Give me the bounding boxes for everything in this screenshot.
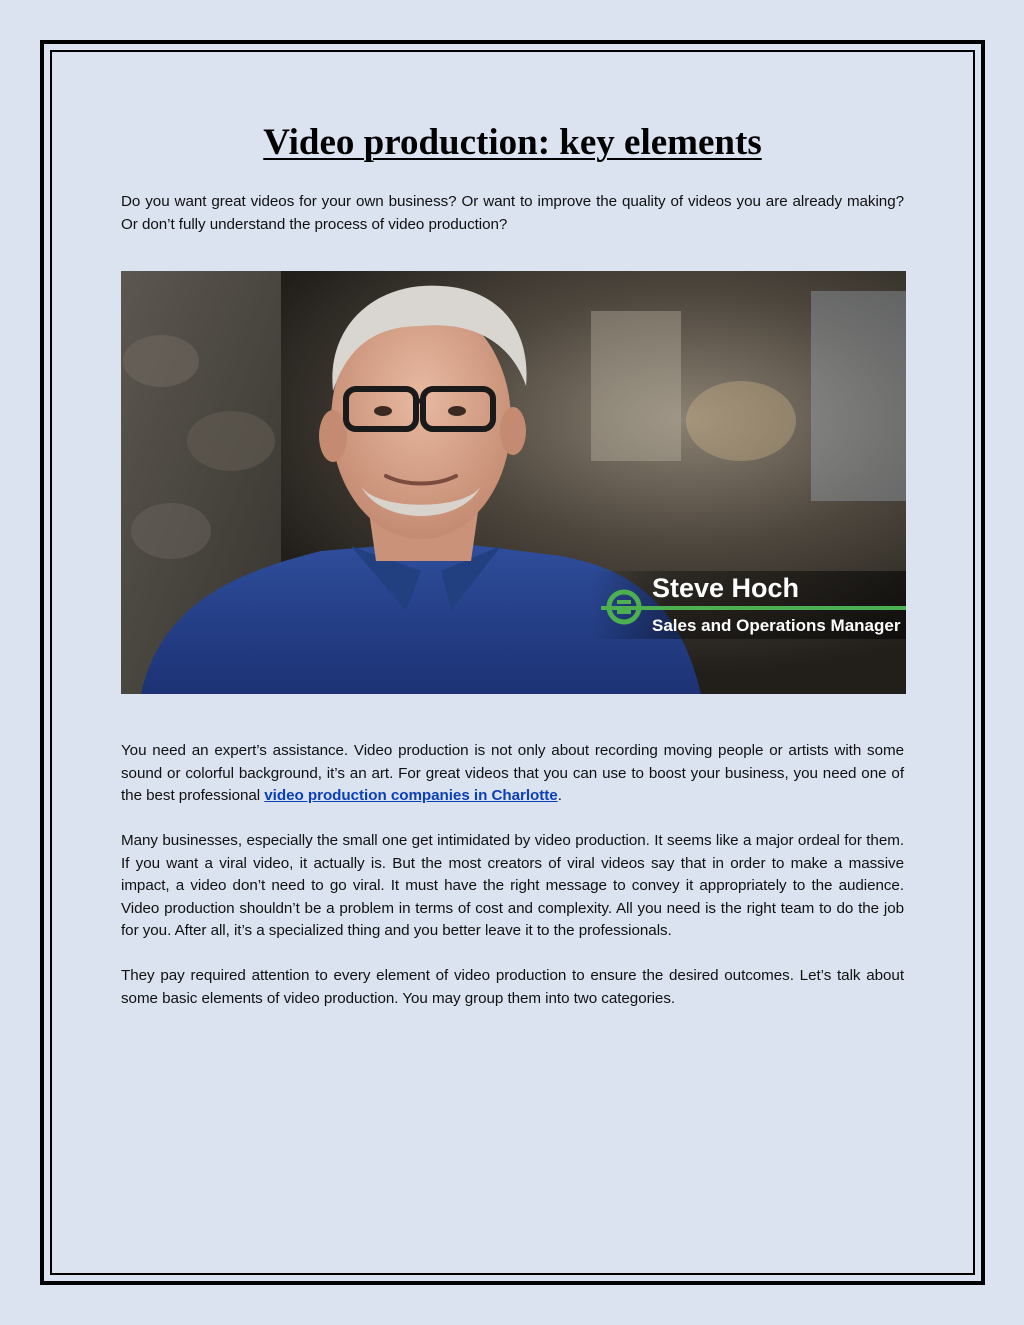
body-text [121, 740, 904, 1010]
banner-accent-line [601, 606, 906, 610]
paragraph-small-businesses: Many businesses, especially the small one get intimidated by video production. It seems like a major ordeal for them. If you want a viral video, it actually is. But the most creators of viral videos say that in order to make a massive impact, a video don’t need to go viral. It must have the right message to convey it appropriately to the audience. Video production shouldn’t be a problem in terms of cost and complexity. All you need is the right team to do the job for you. After all, it’s a specialized thing and you better leave it to the professionals. [121, 832, 904, 939]
interview-portrait-image [121, 271, 906, 694]
video-production-companies-link[interactable]: video production companies in Charlotte [264, 787, 558, 804]
intro-paragraph: Do you want great videos for your own business? Or want to improve the quality of videos you are already making? Or don’t fully understand the process of video production? [121, 193, 904, 233]
paragraph-expert-assistance [121, 740, 904, 808]
hero-photo [121, 271, 906, 694]
document-content [121, 118, 904, 1010]
lower-third-role: Sales and Operations Manager [652, 616, 901, 635]
paragraph-text: You need an expert’s assistance. Video production is not only about recording moving people or artists with some sound or colorful background, it’s an art. For great videos that you can use to boost your business, you need one of the best professional [121, 742, 904, 804]
paragraph-elements-categories: They pay required attention to every element of video production to ensure the desired outcomes. Let’s talk about some basic elements of video production. You may group them into two categories. [121, 967, 904, 1007]
paragraph-period: . [557, 787, 562, 804]
lower-third-name: Steve Hoch [652, 573, 800, 603]
page-title: Video production: key elements [263, 122, 762, 163]
